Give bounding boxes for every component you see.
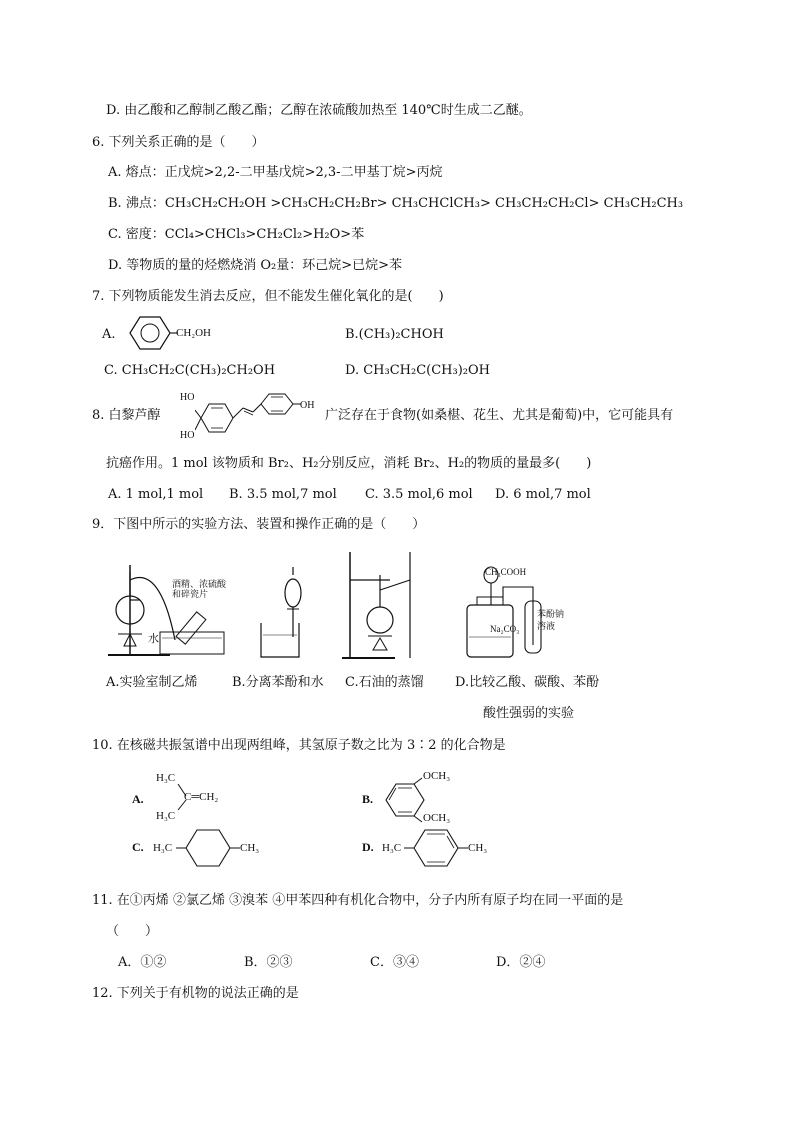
q11-option-a: A．①②	[118, 955, 167, 970]
benzene-ring-icon	[120, 315, 180, 351]
q10-option-c-label: C.	[132, 840, 144, 854]
q7-option-a-label: A.	[102, 327, 116, 342]
q10-d-right: CH₃	[468, 842, 488, 854]
q10-option-a-label: A.	[132, 792, 144, 806]
q8-stem-a: 8. 白黎芦醇	[92, 408, 161, 423]
fig-a-water: 水	[148, 633, 159, 645]
q8-ho-top: HO	[180, 392, 195, 403]
q10-a-h3c-top: H₃C	[156, 772, 176, 784]
q11-option-c: C．③④	[370, 955, 419, 970]
distillation-apparatus-icon	[340, 550, 420, 660]
q8-option-b: B. 3.5 mol,7 mol	[229, 487, 337, 502]
q11-option-d: D．②④	[496, 955, 546, 970]
q10-stem: 10. 在核磁共振氢谱中出现两组峰，其氢原子数之比为 3∶2 的化合物是	[92, 738, 506, 753]
q9-stem: 9．下图中所示的实验方法、装置和操作正确的是（ ）	[92, 517, 426, 532]
q7-option-b: B.(CH₃)₂CHOH	[345, 327, 444, 342]
q8-option-a: A. 1 mol,1 mol	[108, 487, 204, 502]
q12-stem: 12. 下列关于有机物的说法正确的是	[92, 986, 299, 1001]
resveratrol-structure-icon	[195, 392, 305, 444]
q8-option-d: D. 6 mol,7 mol	[495, 487, 591, 502]
q6-option-b: B. 沸点：CH₃CH₂CH₂OH >CH₃CH₂CH₂Br> CH₃CHClCH₃> CH₃CH₂CH₂Cl> CH₃CH₂CH₃	[108, 196, 684, 211]
q7-option-c: C. CH₃CH₂C(CH₃)₂CH₂OH	[104, 363, 276, 378]
cyclohexane-ring-icon	[176, 826, 240, 870]
q9-caption-a: A.实验室制乙烯	[106, 675, 198, 690]
q10-c-left: H₃C	[153, 842, 173, 854]
fig-d-acid: CH₃COOH	[485, 567, 527, 577]
separatory-funnel-icon	[255, 565, 315, 660]
fig-d-salt: Na₂CO₃	[490, 624, 520, 634]
q7-stem: 7. 下列物质能发生消去反应，但不能发生催化氧化的是( )	[92, 289, 444, 304]
q10-c-right: CH₃	[240, 842, 260, 854]
q10-d-left: H₃C	[382, 842, 402, 854]
q10-b-och3-bottom: OCH₃	[423, 812, 451, 824]
q11-option-b: B．②③	[244, 955, 293, 970]
fig-d-note-2: 溶液	[537, 621, 556, 631]
q6-option-a: A. 熔点：正戊烷>2,2-二甲基戊烷>2,3-二甲基丁烷>丙烷	[108, 165, 443, 180]
q8-stem-b: 广泛存在于食物(如桑椹、花生、尤其是葡萄)中，它可能具有	[325, 408, 674, 423]
q10-a-ch2: C═CH₂	[184, 791, 219, 803]
q6-option-c: C. 密度：CCl₄>CHCl₃>CH₂Cl₂>H₂O>苯	[108, 227, 365, 242]
q10-option-b-label: B.	[362, 792, 374, 806]
ethylene-prep-apparatus-icon	[100, 560, 230, 660]
q9-caption-b: B.分离苯酚和水	[232, 675, 324, 690]
q10-option-d-label: D.	[362, 840, 374, 854]
fig-a-note-1: 酒精、浓硫酸	[172, 579, 227, 589]
q8-oh-right: OH	[300, 400, 315, 411]
fig-d-note-1: 苯酚钠	[537, 609, 565, 619]
q11-stem: 11. 在①丙烯 ②氯乙烯 ③溴苯 ④甲苯四种有机化合物中，分子内所有原子均在同一平面的是	[92, 893, 624, 908]
acidity-comparison-apparatus-icon	[455, 565, 545, 660]
q8-ho-bottom: HO	[180, 430, 195, 441]
q6-option-d: D. 等物质的量的烃燃烧消 O₂量：环己烷>已烷>苯	[108, 258, 403, 273]
q9-caption-c: C.石油的蒸馏	[345, 675, 424, 690]
fig-a-note-2: 和碎瓷片	[172, 589, 209, 599]
q8-stem-c: 抗癌作用。1 mol 该物质和 Br₂、H₂分别反应，消耗 Br₂、H₂的物质的量最多( )	[106, 456, 592, 471]
q9-caption-d: D.比较乙酸、碳酸、苯酚	[455, 675, 600, 690]
q8-option-c: C. 3.5 mol,6 mol	[365, 487, 473, 502]
q10-b-och3-top: OCH₃	[423, 770, 451, 782]
q11-paren: （ ）	[106, 924, 159, 939]
q10-a-h3c-bottom: H₃C	[156, 810, 176, 822]
q9-caption-d-cont: 酸性强弱的实验	[483, 706, 575, 721]
q7-option-d: D. CH₃CH₂C(CH₃)₂OH	[345, 363, 491, 378]
para-xylene-ring-icon	[404, 826, 468, 870]
q7-option-a-group: CH₂OH	[176, 327, 212, 339]
q5-option-d: D. 由乙酸和乙醇制乙酸乙酯；乙醇在浓硫酸加热至 140℃时生成二乙醚。	[106, 103, 532, 118]
q6-stem: 6. 下列关系正确的是（ ）	[92, 135, 265, 150]
